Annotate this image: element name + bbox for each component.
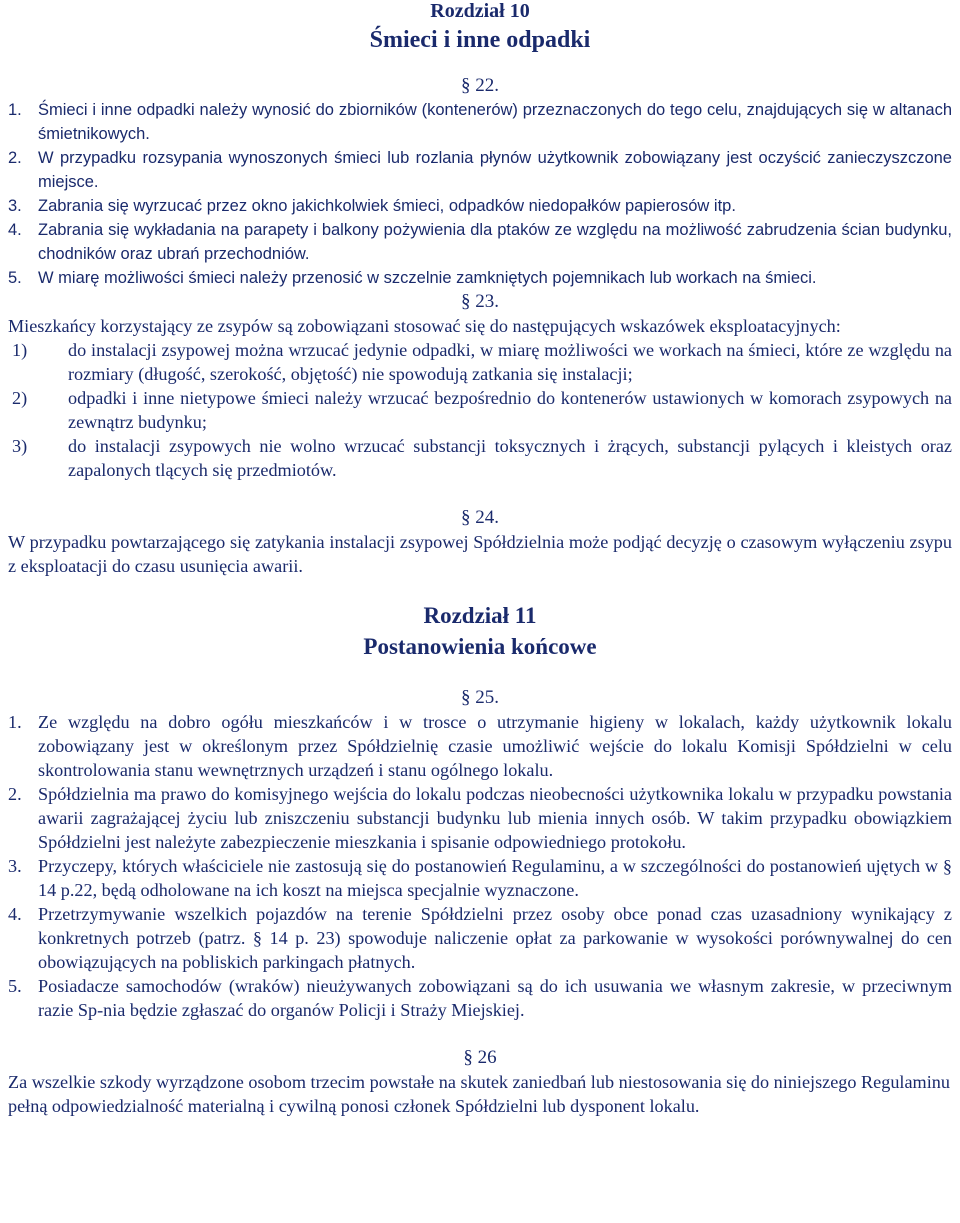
chapter-11-title: Postanowienia końcowe — [363, 634, 597, 660]
item-text: Śmieci i inne odpadki należy wynosić do zbiorników (kontenerów) przeznaczonych do tego celu, znajdujących się w altanach śmietnikowych. — [38, 100, 952, 143]
list-item — [8, 902, 952, 974]
section-23-list — [8, 338, 952, 482]
section-25-list — [8, 710, 952, 1022]
section-22-list — [8, 98, 952, 290]
item-number: 4. — [8, 220, 22, 239]
list-item — [8, 338, 952, 386]
list-item — [8, 386, 952, 434]
item-text: Przyczepy, których właściciele nie zastosują się do postanowień Regulaminu, a w szczególności do postanowień ujętych w § 14 p.22, będą odholowane na ich koszt na miejsca specjalnie wyznaczone. — [38, 856, 952, 901]
item-number: 5. — [8, 976, 22, 997]
item-text: Zabrania się wyrzucać przez okno jakichkolwiek śmieci, odpadków niedopałków papierosów itp. — [38, 196, 736, 215]
list-item — [8, 854, 952, 902]
item-number: 3. — [8, 856, 22, 877]
section-23-intro: Mieszkańcy korzystający ze zsypów są zobowiązani stosować się do następujących wskazówek eksploatacyjnych: — [8, 315, 841, 336]
list-item — [8, 434, 952, 482]
item-text: odpadki i inne nietypowe śmieci należy wrzucać bezpośrednio do kontenerów ustawionych w komorach zsypowych na zewnątrz budynku; — [68, 387, 952, 432]
item-number: 1. — [8, 712, 22, 733]
document-page — [8, 0, 952, 1118]
item-text: Spółdzielnia ma prawo do komisyjnego wejścia do lokalu podczas nieobecności użytkownika lokalu w przypadku powstania awarii zagrażającej życiu lub zniszczeniu substancji budynku lub mienia innych osób. W takim przypadku obowiązkiem Spółdzielni jest należyte zabezpieczenie mieszkania i spisanie odpowiedniego protokołu. — [38, 784, 952, 853]
item-number: 3. — [8, 196, 22, 215]
section-26-text: Za wszelkie szkody wyrządzone osobom trzecim powstałe na skutek zaniedbań lub niestosowania się do niniejszego Regulaminu pełną odpowiedzialność materialną i cywilną ponosi członek Spółdzielni lub dysponent lokalu. — [8, 1072, 950, 1117]
list-item — [8, 710, 952, 782]
chapter-10-title: Śmieci i inne odpadki — [369, 26, 591, 53]
item-number: 5. — [8, 268, 22, 287]
item-number: 1. — [8, 100, 22, 119]
item-text: do instalacji zsypowej można wrzucać jedynie odpadki, w miarę możliwości we workach na śmieci, które ze względu na rozmiary (długość, szerokość, objętość) nie spowodują zatkania się instalacji; — [68, 339, 952, 384]
item-number: 2. — [8, 784, 22, 805]
item-text: Ze względu na dobro ogółu mieszkańców i w trosce o utrzymanie higieny w lokalach, każdy użytkownik lokalu zobowiązany jest w określonym przez Spółdzielnię czasie umożliwić wejście do lokalu Komisji Spółdzielni w celu skontrolowania stanu wewnętrznych urządzeń i stanu ogólnego lokalu. — [38, 712, 952, 781]
item-number: 4. — [8, 904, 22, 925]
list-item — [8, 782, 952, 854]
section-25-number: § 25. — [461, 687, 499, 709]
chapter-10-label: Rozdział 10 — [430, 0, 530, 22]
list-item — [8, 98, 952, 146]
list-item — [8, 218, 952, 266]
item-text: W przypadku rozsypania wynoszonych śmieci lub rozlania płynów użytkownik zobowiązany jest oczyścić zanieczyszczone miejsce. — [38, 148, 952, 191]
section-24-number: § 24. — [461, 506, 499, 528]
chapter-11-label: Rozdział 11 — [423, 602, 537, 628]
item-text: Posiadacze samochodów (wraków) nieużywanych zobowiązani są do ich usuwania we własnym zakresie, w przeciwnym razie Sp-nia będzie zgłaszać do organów Policji i Straży Miejskiej. — [38, 976, 952, 1021]
item-text: do instalacji zsypowych nie wolno wrzucać substancji toksycznych i żrących, substancji pylących i kleistych oraz zapalonych tlących się przedmiotów. — [68, 435, 952, 480]
section-22-number: § 22. — [461, 74, 499, 96]
list-item — [8, 146, 952, 194]
item-number: 1) — [12, 339, 28, 360]
item-text: Przetrzymywanie wszelkich pojazdów na terenie Spółdzielni przez osoby obce ponad czas uzasadniony wynikający z konkretnych potrzeb (patrz. § 14 p. 23) spowoduje naliczenie opłat za parkowanie w wysokości porównywalnej do cen obowiązujących na pobliskich parkingach płatnych. — [38, 904, 952, 973]
item-number: 3) — [12, 435, 28, 456]
section-26-number: § 26 — [463, 1047, 497, 1069]
section-23-number: § 23. — [461, 290, 499, 312]
section-24-text: W przypadku powtarzającego się zatykania instalacji zsypowej Spółdzielnia może podjąć decyzję o czasowym wyłączeniu zsypu z eksploatacji do czasu usunięcia awarii. — [8, 531, 952, 576]
item-text: Zabrania się wykładania na parapety i balkony pożywienia dla ptaków ze względu na możliwość zabrudzenia ścian budynku, chodników oraz ubrań przechodniów. — [38, 220, 952, 263]
item-number: 2. — [8, 148, 22, 167]
list-item — [8, 194, 952, 218]
item-text: W miarę możliwości śmieci należy przenosić w szczelnie zamkniętych pojemnikach lub workach na śmieci. — [38, 268, 817, 287]
list-item — [8, 266, 952, 290]
item-number: 2) — [12, 387, 28, 408]
list-item — [8, 974, 952, 1022]
